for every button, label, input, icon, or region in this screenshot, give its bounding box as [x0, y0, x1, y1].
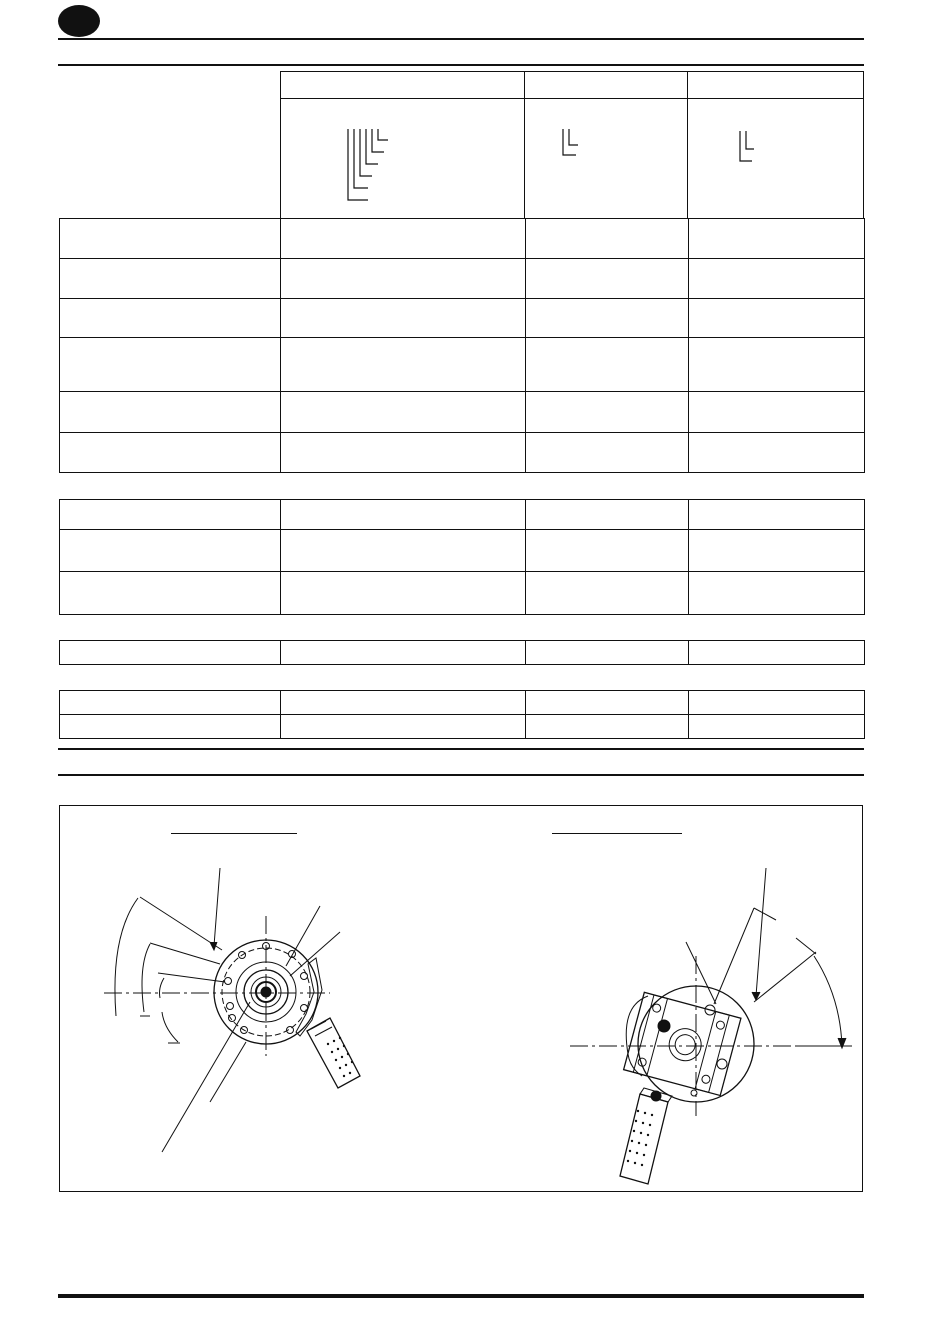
table-cell	[689, 530, 865, 572]
table-cell	[60, 392, 281, 433]
table-cell	[60, 219, 281, 259]
table-cell	[526, 392, 689, 433]
table-cell	[281, 530, 526, 572]
table-row	[60, 219, 865, 259]
table-cell	[526, 338, 689, 392]
spec-table-section-4	[59, 690, 865, 739]
table-row	[60, 572, 865, 615]
table-cell	[526, 219, 689, 259]
table-cell	[689, 299, 865, 338]
table-cell	[526, 572, 689, 615]
table-cell	[281, 219, 526, 259]
table-cell	[689, 392, 865, 433]
table-row	[60, 392, 865, 433]
left-tool-drawing	[60, 806, 460, 1191]
table-cell	[281, 433, 526, 473]
table-cell	[281, 572, 526, 615]
table-cell	[281, 500, 526, 530]
table-cell	[281, 259, 526, 299]
table-cell	[281, 392, 526, 433]
table-cell	[526, 259, 689, 299]
table-cell	[689, 219, 865, 259]
table-cell	[526, 299, 689, 338]
table-cell	[526, 500, 689, 530]
table-row	[60, 715, 865, 739]
table-cell	[689, 259, 865, 299]
table-cell	[60, 715, 281, 739]
table-row	[60, 691, 865, 715]
header-rule	[58, 38, 864, 40]
table-row	[60, 299, 865, 338]
table-cell	[526, 433, 689, 473]
table-cell	[60, 299, 281, 338]
table-cell	[689, 691, 865, 715]
table-cell	[281, 691, 526, 715]
table-cell	[281, 338, 526, 392]
model-code-brackets	[280, 99, 864, 219]
table-row	[60, 500, 865, 530]
table-cell	[60, 691, 281, 715]
table-cell	[689, 715, 865, 739]
table-row	[60, 259, 865, 299]
right-tool-drawing	[480, 806, 864, 1191]
table-cell	[60, 530, 281, 572]
section-rule-mid-1	[58, 748, 864, 750]
table-cell	[281, 641, 526, 665]
footer-rule	[58, 1294, 864, 1298]
table-cell	[526, 715, 689, 739]
table-cell	[281, 299, 526, 338]
spec-table-main	[59, 218, 865, 473]
table-cell	[526, 530, 689, 572]
table-cell	[526, 641, 689, 665]
language-badge	[58, 5, 100, 37]
table-cell	[689, 500, 865, 530]
table-cell	[60, 259, 281, 299]
table-cell	[689, 572, 865, 615]
table-cell	[689, 641, 865, 665]
table-cell	[60, 641, 281, 665]
spec-table-section-3	[59, 640, 865, 665]
table-cell	[689, 338, 865, 392]
table-row	[60, 433, 865, 473]
table-row	[60, 641, 865, 665]
section-rule-top	[58, 64, 864, 66]
table-row	[60, 530, 865, 572]
diagram-frame	[59, 805, 863, 1192]
table-cell	[60, 500, 281, 530]
spec-table-section-2	[59, 499, 865, 615]
table-row	[60, 338, 865, 392]
section-rule-mid-2	[58, 774, 864, 776]
table-cell	[60, 338, 281, 392]
table-cell	[281, 715, 526, 739]
table-cell	[60, 433, 281, 473]
table-cell	[60, 572, 281, 615]
table-cell	[526, 691, 689, 715]
table-cell	[689, 433, 865, 473]
